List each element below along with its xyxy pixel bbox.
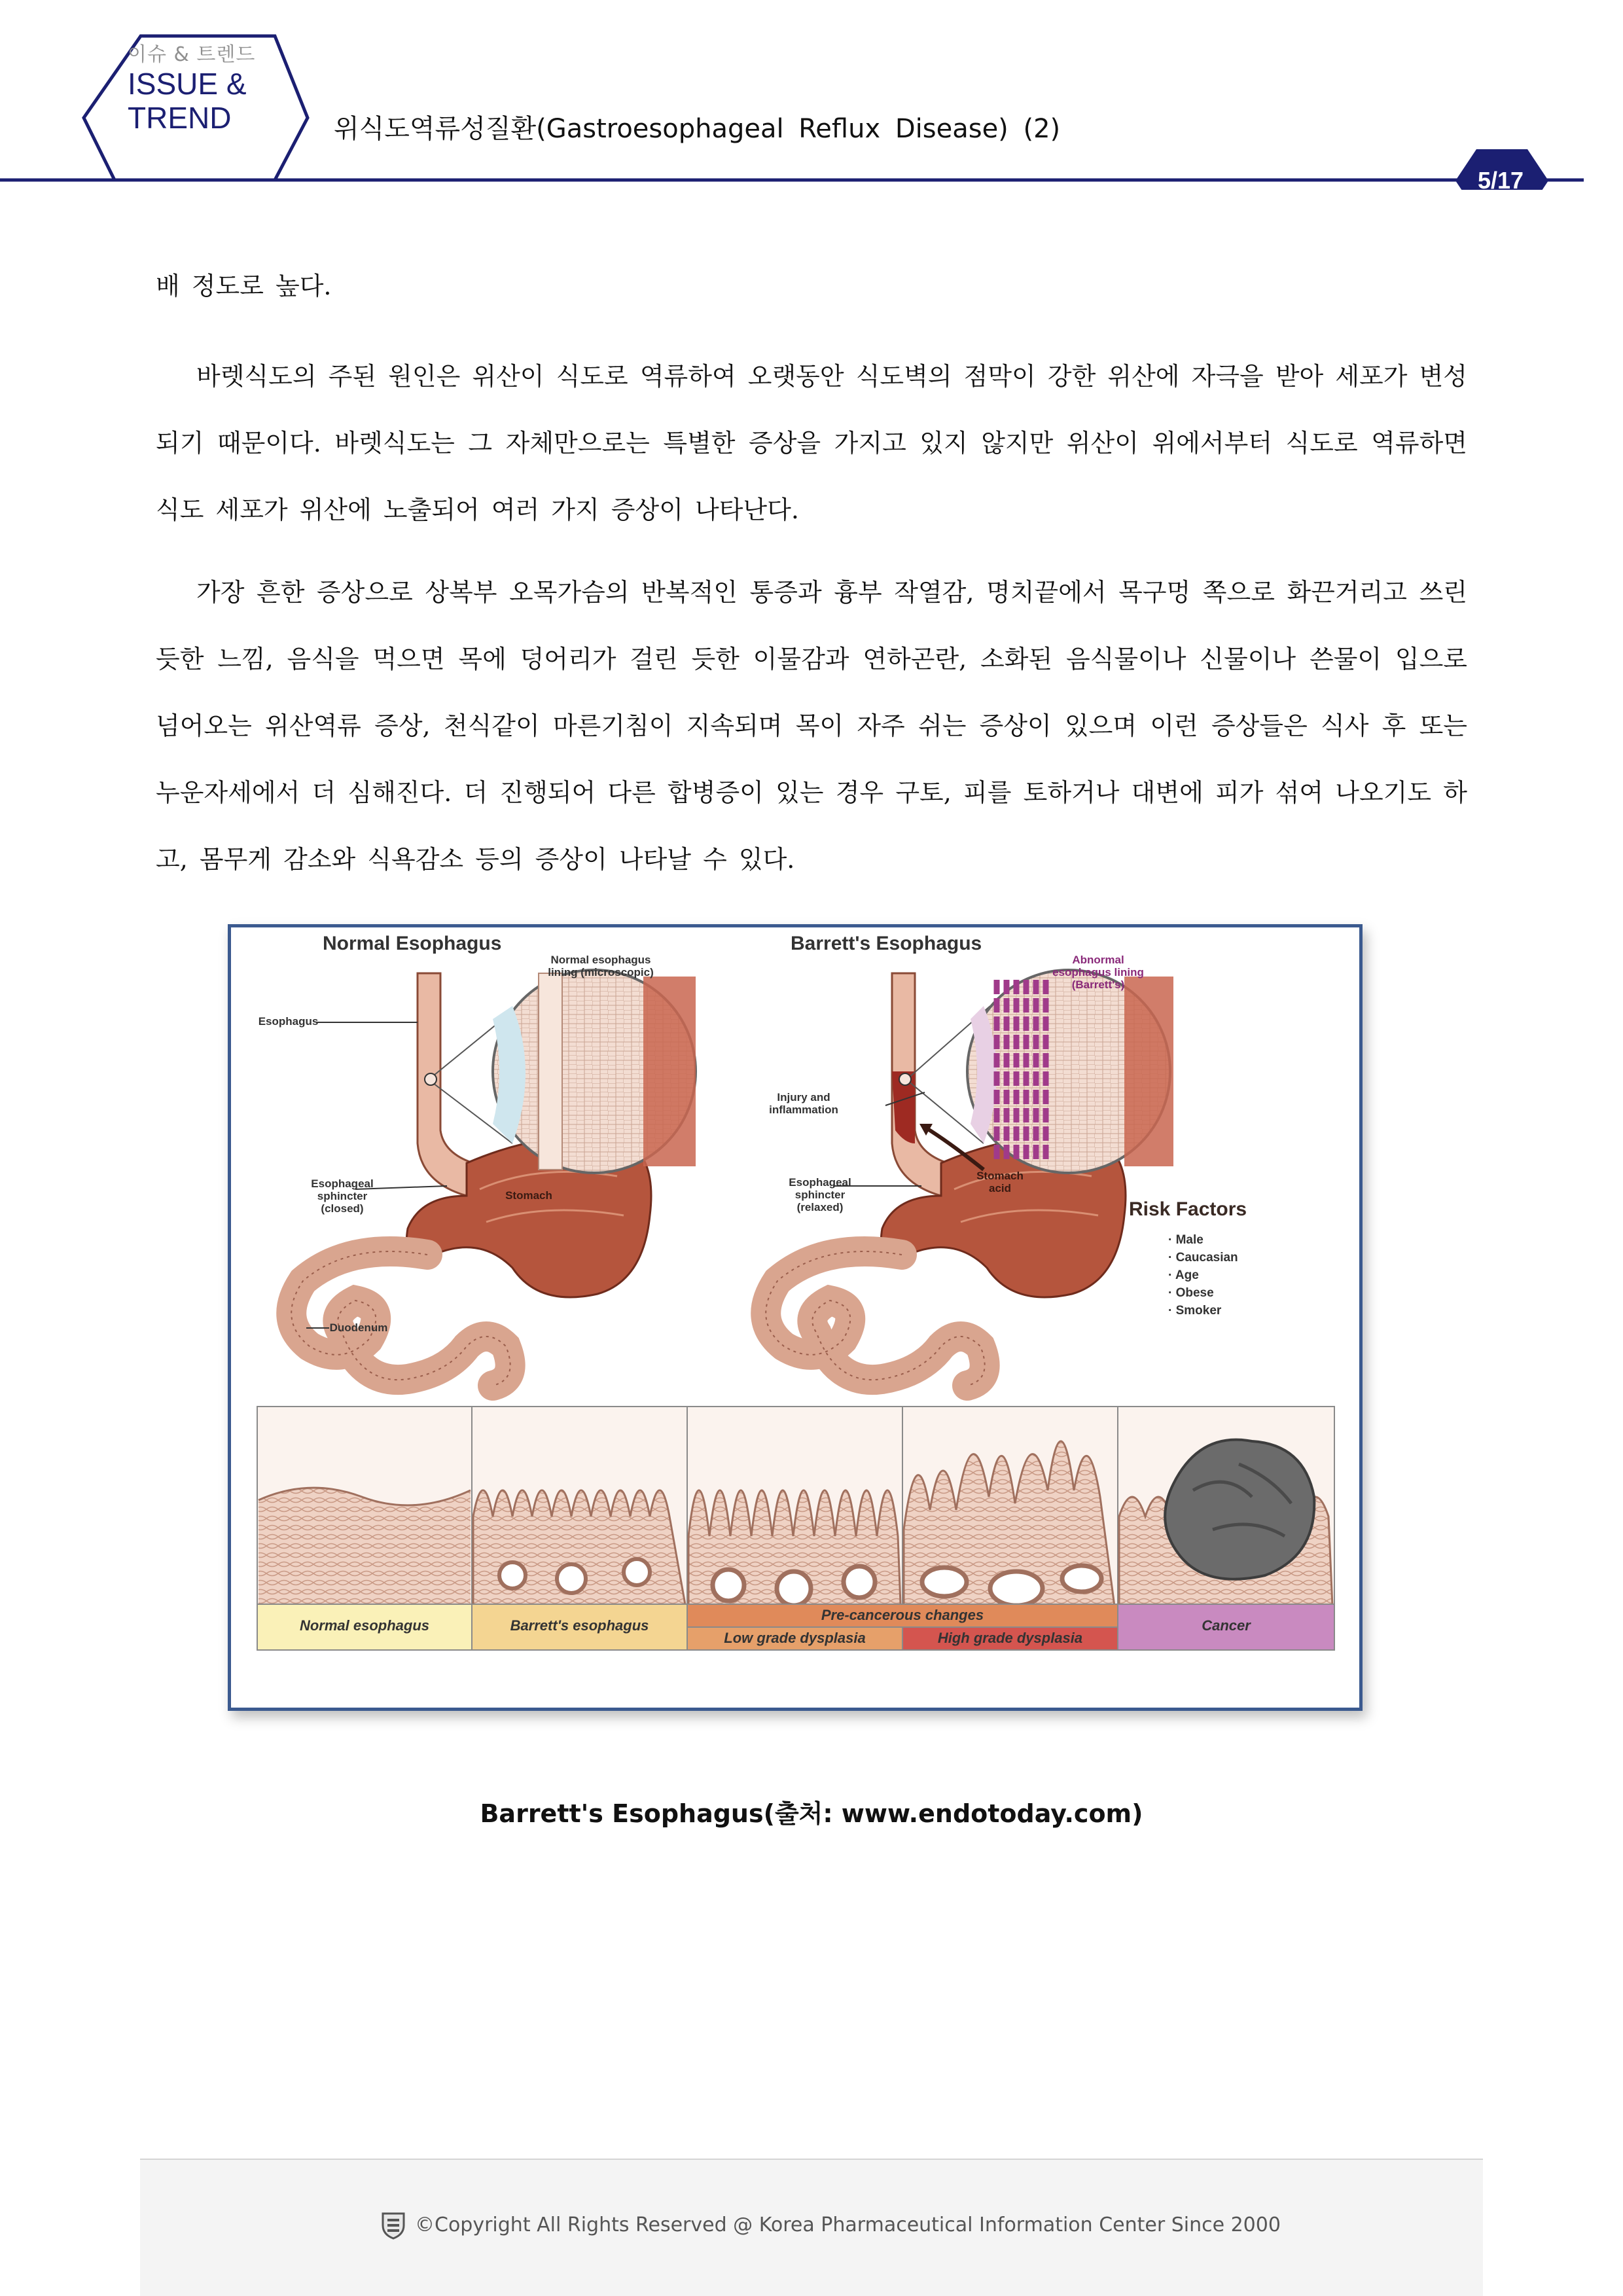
risk-factor-item: · Age: [1168, 1268, 1199, 1282]
document-title: 위식도역류성질환(Gastroesophageal Reflux Disease) (2): [334, 114, 1061, 144]
risk-factor-item: · Obese: [1168, 1286, 1214, 1300]
sphincter-relaxed-label: Esophageal sphincter (relaxed): [789, 1176, 851, 1213]
paragraph-1: 배 정도로 높다.: [156, 272, 332, 300]
duodenum-label: Duodenum: [329, 1321, 388, 1334]
stage-normal-label: Normal esophagus: [299, 1617, 430, 1634]
normal-esophagus-title: Normal Esophagus: [323, 933, 502, 954]
barretts-figure: [228, 924, 1363, 1711]
brand-line-2: TREND: [128, 101, 232, 135]
risk-factors-list: [1168, 1231, 1238, 1319]
brand-logo: [128, 38, 285, 135]
normal-lining-label: Normal esophagus lining (microscopic): [548, 954, 654, 978]
paragraph-3: 가장 흔한 증상으로 상복부 오목가슴의 반복적인 통증과 흉부 작열감, 명치끝에서 목구멍 쪽으로 화끈거리고 쓰린 듯한 느낌, 음식을 먹으면 목에 덩어리가 걸린 듯한 이물감과 연하곤란, 소화된 음식물이나 신물이나 쓴물이 입으로 넘어오는 위산역류 증상, 천식같이 마른기침이 지속되며 목이 자주 쉬는 증상이 있으며 이런 증상들은 식사 후 또는 누운자세에서 더 심해진다. 더 진행되어 다른 합병증이 있는 경우 구토, 피를 토하거나 대변에 피가 섞여 나오기도 하고, 몸무게 감소와 식욕감소 등의 증상이 나타날 수 있다.: [156, 578, 1467, 874]
risk-factor-item: · Male: [1168, 1233, 1204, 1247]
page-number-badge: 5/17: [1477, 167, 1524, 194]
stage-high-grade-label: High grade dysplasia: [937, 1630, 1083, 1646]
shield-logo-icon: [381, 2211, 406, 2240]
barretts-esophagus-title: Barrett's Esophagus: [791, 933, 982, 954]
stomach-label: Stomach: [505, 1189, 552, 1202]
stage-precancerous-label: Pre-cancerous changes: [821, 1607, 984, 1623]
injury-label: Injury and inflammation: [769, 1091, 838, 1116]
page-footer: [140, 2160, 1483, 2296]
stage-cancer-label: Cancer: [1202, 1617, 1251, 1634]
figure-caption: Barrett's Esophagus(출처: www.endotoday.com): [480, 1799, 1143, 1828]
copyright-text: ©Copyright All Rights Reserved @ Korea Pharmaceutical Information Center Since 2000: [415, 2214, 1281, 2236]
paragraph-2: 바렛식도의 주된 원인은 위산이 식도로 역류하여 오랫동안 식도벽의 점막이 강한 위산에 자극을 받아 세포가 변성되기 때문이다. 바렛식도는 그 자체만으로는 특별한 증상을 가지고 있지 않지만 위산이 위에서부터 식도로 역류하면 식도 세포가 위산에 노출되어 여러 가지 증상이 나타난다.: [156, 362, 1467, 524]
body-text-2: [156, 343, 1467, 543]
sphincter-closed-label: Esophageal sphincter (closed): [311, 1177, 374, 1215]
brand-subtitle: 이슈 & 트렌드: [128, 43, 256, 66]
abnormal-lining-label: Abnormal esophagus lining (Barrett's): [1052, 954, 1144, 991]
risk-factor-item: · Smoker: [1168, 1304, 1222, 1318]
stomach-acid-label: Stomach acid: [976, 1170, 1024, 1194]
brand-line-1: ISSUE &: [128, 67, 247, 101]
risk-factors-title: Risk Factors: [1129, 1198, 1247, 1220]
esophagus-label: Esophagus: [258, 1015, 319, 1028]
page-header: [0, 0, 1623, 194]
risk-factor-item: · Caucasian: [1168, 1251, 1238, 1265]
body-text-3: [156, 559, 1467, 893]
stage-barretts-label: Barrett's esophagus: [510, 1617, 649, 1634]
stage-low-grade-label: Low grade dysplasia: [724, 1630, 866, 1646]
body-text: [156, 253, 1467, 319]
